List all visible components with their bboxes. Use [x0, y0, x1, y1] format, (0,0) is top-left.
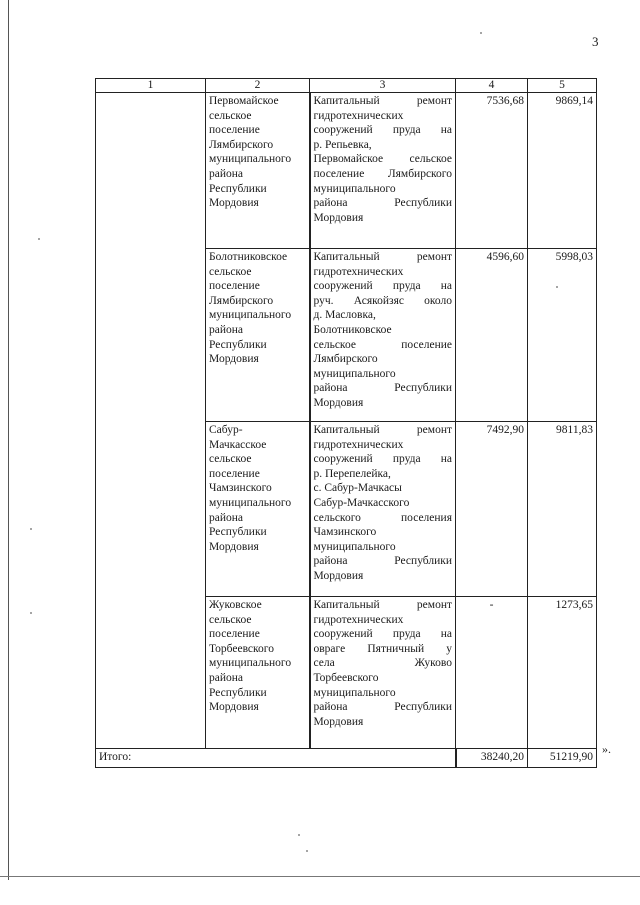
- settlement-line: района: [209, 671, 244, 684]
- description-line: Мордовия: [313, 715, 364, 728]
- settlement-line: Республики: [209, 526, 267, 539]
- description-line: Сабур-Мачкасского: [313, 496, 410, 509]
- value-col4: 4596,60: [456, 249, 528, 422]
- description-line: р. Перепелейка,: [313, 467, 391, 480]
- description-line: Чамзинского: [313, 526, 377, 539]
- settlement-line: Болотниковское: [209, 251, 288, 263]
- settlement-line: Республики: [209, 182, 267, 195]
- description-line: Лямбирского: [313, 353, 378, 366]
- description-line: Мордовия: [313, 211, 364, 224]
- settlement-line: Мордовия: [209, 701, 259, 714]
- settlement-line: Мордовия: [209, 540, 259, 553]
- header-cell: 1: [96, 79, 206, 93]
- settlement-line: поселение: [209, 467, 260, 480]
- description-line: района Республики: [313, 382, 452, 395]
- description-line: сооружений пруда на: [313, 124, 452, 137]
- settlement-line: поселение: [209, 280, 260, 293]
- description-cell: [310, 597, 456, 749]
- settlement-cell: [206, 93, 310, 249]
- header-cell: 3: [310, 79, 456, 93]
- settlement-line: сельское: [209, 265, 252, 278]
- header-row: [96, 79, 597, 93]
- description-line: Болотниковское: [313, 323, 392, 336]
- settlement-line: Первомайское: [209, 95, 279, 107]
- description-line: руч. Асякойзяс около: [313, 294, 452, 307]
- settlement-line: сельское: [209, 453, 252, 466]
- value-col5: 9811,83: [528, 422, 597, 597]
- description-line: Капитальный ремонт: [313, 95, 452, 107]
- description-line: муниципального: [313, 686, 396, 699]
- settlement-line: сельское: [209, 613, 252, 626]
- description-line: района Республики: [313, 555, 452, 568]
- total-label: Итого:: [96, 749, 456, 768]
- scan-speck: [30, 612, 32, 614]
- header-cell: 5: [528, 79, 597, 93]
- total-value-col5: 51219,90: [528, 749, 597, 768]
- settlement-line: Торбеевского: [209, 642, 274, 655]
- description-line: муниципального: [313, 367, 396, 380]
- settlement-line: Лямбирского: [209, 294, 274, 307]
- description-line: сооружений пруда на: [313, 628, 452, 641]
- settlement-line: поселение: [209, 124, 260, 137]
- description-line: с. Сабур-Мачкасы: [313, 482, 402, 495]
- description-line: гидротехнических: [313, 109, 404, 122]
- settlement-line: Лямбирского: [209, 138, 274, 151]
- page-number: 3: [592, 34, 599, 49]
- description-line: гидротехнических: [313, 613, 404, 626]
- table-row: [96, 93, 597, 249]
- description-line: района Республики: [313, 701, 452, 714]
- value-col5: 9869,14: [528, 93, 597, 249]
- settlement-line: Мордовия: [209, 353, 259, 366]
- value-col4: -: [456, 597, 528, 749]
- description-line: гидротехнических: [313, 438, 404, 451]
- settlement-line: муниципального: [209, 153, 292, 166]
- description-line: сельское поселение: [313, 338, 452, 351]
- description-line: сельского поселения: [313, 511, 452, 524]
- settlement-line: муниципального: [209, 657, 292, 670]
- scan-bottom-edge: [0, 876, 640, 877]
- description-line: поселение Лямбирского: [313, 167, 452, 180]
- description-line: района Республики: [313, 197, 452, 210]
- value-col4: 7492,90: [456, 422, 528, 597]
- scan-speck: [306, 850, 308, 852]
- settlement-line: Республики: [209, 686, 267, 699]
- description-line: Мордовия: [313, 569, 364, 582]
- scan-speck: [480, 32, 482, 34]
- description-line: Первомайское сельское: [313, 153, 452, 166]
- settlement-line: района: [209, 167, 244, 180]
- description-line: Торбеевского: [313, 671, 379, 684]
- description-cell: [310, 249, 456, 422]
- settlement-line: муниципального: [209, 496, 292, 509]
- settlement-line: сельское: [209, 109, 252, 122]
- description-line: Капитальный ремонт: [313, 251, 452, 263]
- description-line: муниципального: [313, 540, 396, 553]
- settlement-line: Жуковское: [209, 599, 262, 611]
- settlement-line: Республики: [209, 338, 267, 351]
- settlement-cell: [206, 422, 310, 597]
- description-line: Мордовия: [313, 396, 364, 409]
- settlement-line: Чамзинского: [209, 482, 272, 495]
- total-row: [96, 749, 597, 768]
- budget-table: [95, 78, 597, 768]
- description-line: овраге Пятничный у: [313, 642, 452, 655]
- header-cell: 2: [206, 79, 310, 93]
- scan-speck: [30, 528, 32, 530]
- description-line: д. Масловка,: [313, 309, 376, 322]
- settlement-cell: [206, 597, 310, 749]
- description-cell: [310, 93, 456, 249]
- scan-speck: [38, 238, 40, 240]
- value-col5: 1273,65: [528, 597, 597, 749]
- description-line: р. Репьевка,: [313, 138, 372, 151]
- description-line: муниципального: [313, 182, 396, 195]
- description-line: села Жуково: [313, 657, 452, 670]
- value-col4: 7536,68: [456, 93, 528, 249]
- scan-speck: [298, 834, 300, 836]
- closing-quote-mark: ».: [602, 742, 611, 756]
- settlement-line: муниципального: [209, 309, 292, 322]
- settlement-line: района: [209, 511, 244, 524]
- settlement-line: Мачкасское: [209, 438, 267, 451]
- settlement-line: района: [209, 323, 244, 336]
- header-cell: 4: [456, 79, 528, 93]
- description-line: сооружений пруда на: [313, 280, 452, 293]
- description-line: Капитальный ремонт: [313, 599, 452, 611]
- settlement-cell: [206, 249, 310, 422]
- description-line: гидротехнических: [313, 265, 404, 278]
- description-cell: [310, 422, 456, 597]
- merged-empty-cell: [96, 93, 206, 749]
- description-line: Капитальный ремонт: [313, 424, 452, 436]
- settlement-line: поселение: [209, 628, 260, 641]
- description-line: сооружений пруда на: [313, 453, 452, 466]
- value-col5: 5998,03: [528, 249, 597, 422]
- scan-left-edge: [8, 0, 9, 880]
- settlement-line: Мордовия: [209, 197, 259, 210]
- total-value-col4: 38240,20: [456, 749, 528, 768]
- settlement-line: Сабур-: [209, 424, 243, 436]
